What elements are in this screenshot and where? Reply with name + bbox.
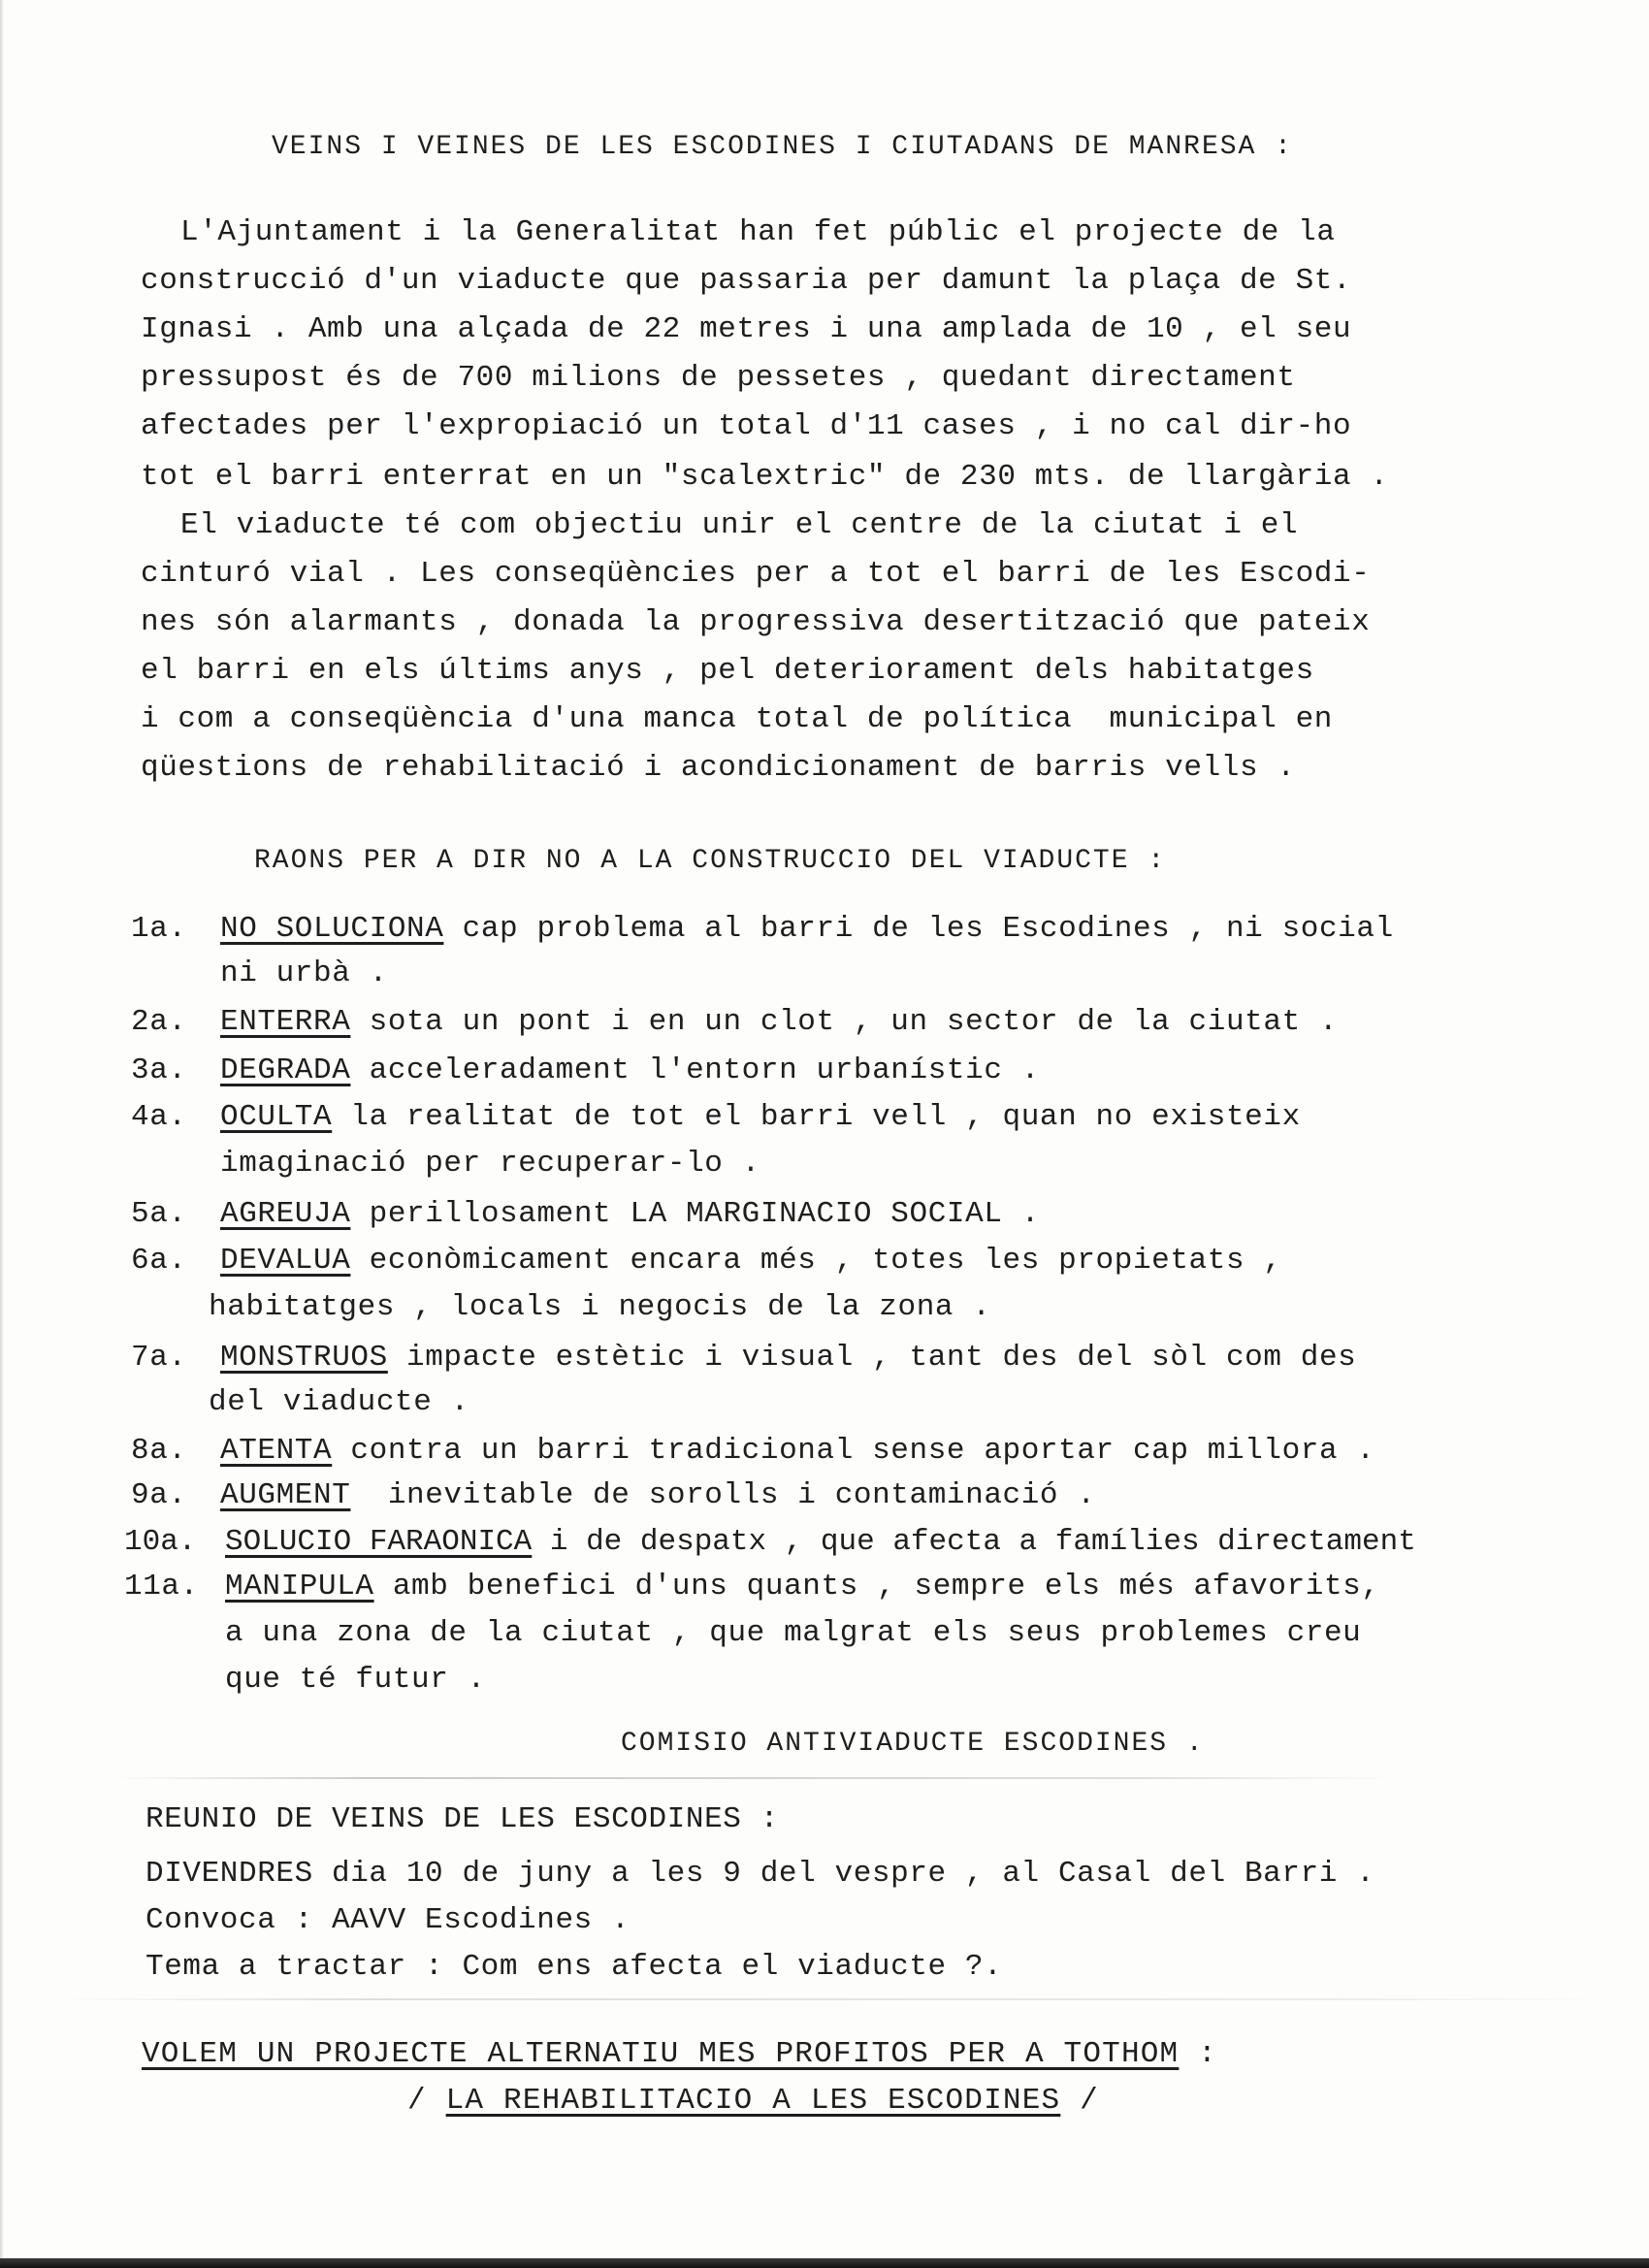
text-line: el barri en els últims anys , pel deteriorament dels habitatges xyxy=(141,654,1314,688)
paper-left-edge xyxy=(0,0,4,2268)
reason-keyword: NO SOLUCIONA xyxy=(220,912,444,946)
text-line: nes són alarmants , donada la progressiva desertització que pateix xyxy=(141,605,1371,639)
reason-number: 10a. xyxy=(124,1525,197,1559)
reason-item xyxy=(124,1568,1380,1606)
reason-keyword: OCULTA xyxy=(220,1100,333,1134)
slogan-slash-close: / xyxy=(1060,2084,1099,2118)
reason-item xyxy=(131,1432,1375,1471)
reason-text: amb benefici d'uns quants , sempre els més afavorits, xyxy=(392,1570,1380,1604)
reason-continuation: habitatges , locals i negocis de la zona . xyxy=(209,1290,991,1324)
reason-text: la realitat de tot el barri vell , quan no existeix xyxy=(350,1100,1301,1134)
text-line: construcció d'un viaducte que passaria per damunt la plaça de St. xyxy=(141,264,1352,298)
reason-text: acceleradament l'entorn urbanístic . xyxy=(369,1053,1040,1087)
reason-keyword: ATENTA xyxy=(220,1434,333,1468)
reason-number: 2a. xyxy=(131,1005,187,1039)
slogan-line-2 xyxy=(407,2082,1099,2121)
reason-keyword: MANIPULA xyxy=(225,1570,374,1604)
reason-item xyxy=(131,1195,1040,1234)
text-line: qüestions de rehabilitació i acondicionament de barris vells . xyxy=(141,751,1296,785)
meeting-topic: Tema a tractar : Com ens afecta el viaducte ?. xyxy=(146,1950,1003,1984)
reason-number: 3a. xyxy=(131,1053,187,1087)
reason-text: contra un barri tradicional sense aportar cap millora . xyxy=(350,1434,1375,1468)
reason-keyword: AUGMENT xyxy=(220,1478,351,1512)
reason-item xyxy=(131,1476,1096,1515)
reason-text: perillosament LA MARGINACIO SOCIAL . xyxy=(369,1197,1040,1231)
reason-number: 6a. xyxy=(131,1244,187,1278)
reason-keyword: SOLUCIO FARAONICA xyxy=(225,1525,533,1559)
paper-bottom-edge xyxy=(0,2258,1649,2268)
reason-item xyxy=(131,1339,1356,1377)
reason-text: cap problema al barri de les Escodines , ni social xyxy=(462,912,1394,946)
reason-continuation: ni urbà . xyxy=(220,956,388,990)
fold-crease xyxy=(114,1777,1395,1779)
reason-number: 5a. xyxy=(131,1197,187,1231)
text-line: pressupost és de 700 milions de pessetes , quedant directament xyxy=(141,361,1296,395)
text-line: Ignasi . Amb una alçada de 22 metres i una amplada de 10 , el seu xyxy=(141,312,1352,346)
signature: COMISIO ANTIVIADUCTE ESCODINES . xyxy=(621,1729,1205,1759)
reason-keyword: ENTERRA xyxy=(220,1005,351,1039)
slogan-main: VOLEM UN PROJECTE ALTERNATIU MES PROFITOS PER A TOTHOM xyxy=(142,2037,1180,2071)
reason-number: 11a. xyxy=(124,1570,199,1604)
reason-item xyxy=(131,1098,1301,1137)
meeting-title: REUNIO DE VEINS DE LES ESCODINES : xyxy=(146,1802,779,1836)
meeting-when: DIVENDRES dia 10 de juny a les 9 del vespre , al Casal del Barri . xyxy=(146,1857,1375,1891)
text-line: i com a conseqüència d'una manca total de política municipal en xyxy=(141,702,1333,736)
reasons-heading: RAONS PER A DIR NO A LA CONSTRUCCIO DEL VIADUCTE : xyxy=(254,846,1167,876)
reason-item xyxy=(131,910,1394,949)
slogan-rehabilitation: LA REHABILITACIO A LES ESCODINES xyxy=(445,2084,1061,2118)
text-line: L'Ajuntament i la Generalitat han fet públic el projecte de la xyxy=(180,215,1336,249)
reason-number: 8a. xyxy=(131,1434,187,1468)
fold-crease xyxy=(58,1998,1610,2000)
reason-text: inevitable de sorolls i contaminació . xyxy=(387,1478,1096,1512)
reason-text: sota un pont i en un clot , un sector de la ciutat . xyxy=(369,1005,1339,1039)
reason-item xyxy=(131,1003,1338,1042)
reason-continuation: imaginació per recuperar-lo . xyxy=(220,1147,760,1181)
reason-number: 7a. xyxy=(131,1341,187,1375)
reason-continuation: a una zona de la ciutat , que malgrat els seus problemes creu xyxy=(225,1616,1362,1650)
reason-item xyxy=(124,1523,1416,1562)
text-line: cinturó vial . Les conseqüències per a tot el barri de les Escodi- xyxy=(141,557,1371,591)
text-line: El viaducte té com objectiu unir el centre de la ciutat i el xyxy=(180,508,1299,542)
text-line: afectades per l'expropiació un total d'11 cases , i no cal dir-ho xyxy=(141,409,1352,443)
reason-number: 1a. xyxy=(131,912,187,946)
slogan-colon: : xyxy=(1179,2037,1217,2071)
reason-text: econòmicament encara més , totes les propietats , xyxy=(369,1244,1282,1278)
reason-keyword: MONSTRUOS xyxy=(220,1341,388,1375)
reason-continuation: del viaducte . xyxy=(209,1385,469,1419)
meeting-convener: Convoca : AAVV Escodines . xyxy=(146,1903,630,1937)
text-line: tot el barri enterrat en un "scalextric" de 230 mts. de llargària . xyxy=(141,460,1389,494)
reason-continuation: que té futur . xyxy=(225,1663,486,1697)
leaflet-heading: VEINS I VEINES DE LES ESCODINES I CIUTADANS DE MANRESA : xyxy=(272,132,1293,162)
reason-text: i de despatx , que afecta a famílies directament xyxy=(549,1525,1416,1559)
slogan-line-1 xyxy=(142,2035,1217,2074)
slogan-slash-open: / xyxy=(407,2084,446,2118)
reason-text: impacte estètic i visual , tant des del sòl com des xyxy=(406,1341,1357,1375)
reason-number: 4a. xyxy=(131,1100,187,1134)
reason-item xyxy=(131,1242,1282,1280)
reason-item xyxy=(131,1052,1040,1090)
reason-number: 9a. xyxy=(131,1478,187,1512)
reason-keyword: DEVALUA xyxy=(220,1244,351,1278)
reason-keyword: AGREUJA xyxy=(220,1197,351,1231)
reason-keyword: DEGRADA xyxy=(220,1053,351,1087)
